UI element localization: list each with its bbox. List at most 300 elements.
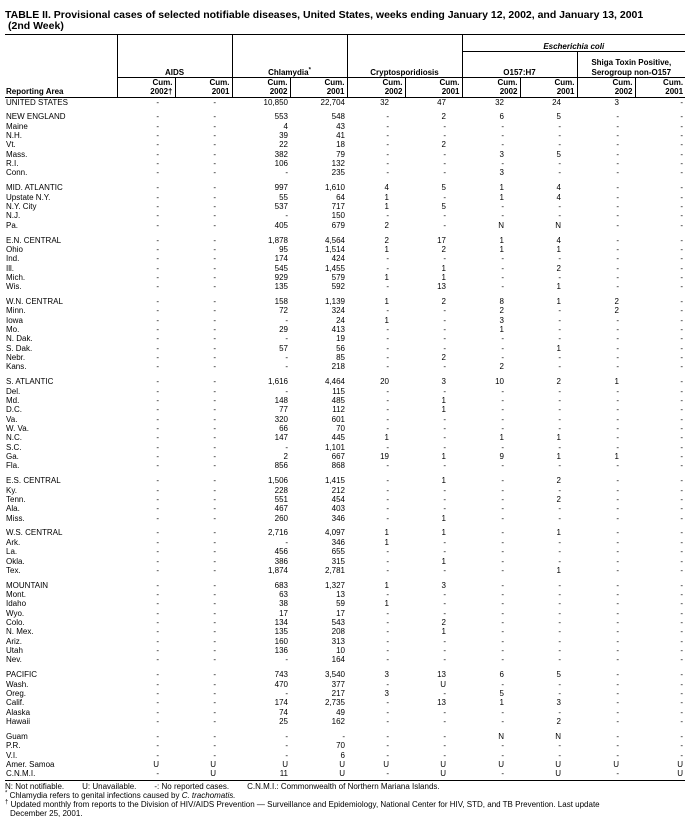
- area-cell: Kans.: [6, 362, 27, 372]
- value-cell: -: [501, 608, 504, 618]
- value-cell: 72: [279, 306, 288, 316]
- table-row: [5, 415, 685, 424]
- value-cell: -: [386, 168, 389, 178]
- value-cell: -: [680, 433, 684, 443]
- value-cell: 147: [274, 433, 288, 443]
- value-cell: -: [616, 513, 619, 523]
- value-cell: -: [501, 263, 504, 273]
- region-row: [5, 732, 685, 741]
- value-cell: -: [616, 670, 619, 680]
- value-cell: -: [342, 731, 345, 741]
- value-cell: -: [156, 590, 159, 600]
- value-cell: -: [285, 353, 288, 363]
- value-cell: 2: [614, 306, 619, 316]
- value-cell: -: [501, 769, 504, 779]
- value-cell: -: [680, 547, 684, 557]
- value-cell: -: [213, 306, 216, 316]
- value-cell: 13: [437, 698, 446, 708]
- value-cell: -: [616, 211, 619, 221]
- value-cell: -: [285, 211, 288, 221]
- value-cell: -: [680, 414, 684, 424]
- title-line-2: (2nd Week): [8, 20, 64, 32]
- table-row: [5, 264, 685, 273]
- value-cell: -: [386, 211, 389, 221]
- value-cell: -: [213, 97, 216, 107]
- value-cell: -: [156, 655, 159, 665]
- value-cell: -: [156, 485, 159, 495]
- value-cell: -: [680, 272, 684, 282]
- table-row: [5, 316, 685, 325]
- value-cell: -: [616, 750, 619, 760]
- value-cell: -: [213, 452, 216, 462]
- table-row: [5, 760, 685, 769]
- value-cell: -: [443, 485, 446, 495]
- area-cell: E.N. CENTRAL: [6, 235, 62, 245]
- value-cell: -: [616, 325, 619, 335]
- value-cell: -: [680, 670, 684, 680]
- value-cell: 79: [336, 149, 345, 159]
- value-cell: -: [213, 655, 216, 665]
- value-cell: 160: [274, 636, 288, 646]
- value-cell: 22: [279, 140, 288, 150]
- value-cell: -: [558, 315, 561, 325]
- value-cell: 2: [556, 377, 561, 387]
- value-cell: -: [213, 608, 216, 618]
- value-cell: -: [616, 353, 619, 363]
- value-cell: -: [616, 769, 619, 779]
- value-cell: -: [156, 424, 159, 434]
- value-cell: U: [210, 759, 216, 769]
- table-row: [5, 637, 685, 646]
- value-cell: -: [213, 627, 216, 637]
- value-cell: 1: [384, 192, 389, 202]
- value-cell: -: [680, 556, 684, 566]
- value-cell: -: [501, 679, 504, 689]
- value-cell: -: [156, 192, 159, 202]
- value-cell: -: [680, 220, 684, 230]
- area-cell: Tex.: [6, 565, 21, 575]
- value-cell: 1: [499, 433, 504, 443]
- value-cell: 315: [331, 556, 345, 566]
- value-cell: -: [558, 168, 561, 178]
- value-cell: U: [153, 759, 159, 769]
- table-row: [5, 514, 685, 523]
- value-cell: 1: [384, 315, 389, 325]
- value-cell: -: [156, 580, 159, 590]
- value-cell: 1,878: [267, 235, 288, 245]
- value-cell: -: [616, 362, 619, 372]
- value-cell: -: [386, 461, 389, 471]
- value-cell: -: [443, 334, 446, 344]
- area-cell: Mont.: [6, 590, 27, 600]
- area-cell: P.R.: [6, 741, 21, 751]
- value-cell: -: [680, 424, 684, 434]
- value-cell: 32: [495, 97, 504, 107]
- value-cell: -: [558, 599, 561, 609]
- value-cell: -: [156, 220, 159, 230]
- value-cell: 66: [279, 424, 288, 434]
- value-cell: -: [680, 405, 684, 415]
- value-cell: 717: [331, 201, 345, 211]
- table-row: [5, 689, 685, 698]
- value-cell: 868: [331, 461, 345, 471]
- value-cell: -: [443, 131, 446, 141]
- value-cell: 2: [441, 140, 446, 150]
- value-cell: -: [156, 282, 159, 292]
- value-cell: 1: [441, 272, 446, 282]
- table-row: [5, 599, 685, 608]
- table-row: [5, 405, 685, 414]
- table-row: [5, 221, 685, 230]
- value-cell: -: [285, 168, 288, 178]
- value-cell: -: [386, 112, 389, 122]
- value-cell: 1: [441, 405, 446, 415]
- value-cell: -: [213, 580, 216, 590]
- value-cell: -: [386, 485, 389, 495]
- value-cell: 3: [384, 670, 389, 680]
- value-cell: -: [616, 590, 619, 600]
- area-cell: NEW ENGLAND: [6, 112, 66, 122]
- value-cell: -: [558, 386, 561, 396]
- value-cell: -: [285, 688, 288, 698]
- value-cell: -: [616, 731, 619, 741]
- value-cell: 70: [336, 741, 345, 751]
- value-cell: 1: [441, 528, 446, 538]
- ecoli-header: Escherichia coli: [462, 35, 685, 52]
- value-cell: -: [156, 140, 159, 150]
- value-cell: 2: [556, 476, 561, 486]
- title-line-1: TABLE II. Provisional cases of selected notifiable diseases, United States, weeks ending January 12, 2002, and January 13, 2001: [5, 9, 644, 21]
- value-cell: -: [616, 433, 619, 443]
- value-cell: -: [501, 717, 504, 726]
- table-row: [5, 566, 685, 575]
- value-cell: 2: [384, 235, 389, 245]
- value-cell: -: [616, 405, 619, 415]
- table-row: [5, 547, 685, 556]
- aids-footnote: † Updated monthly from reports to the Division of HIV/AIDS Prevention — Surveillance and Epidemiology, National Center for HIV, STD, and TB Prevention. Last update December 25, 2001.: [5, 798, 600, 818]
- o157-header: O157:H7: [462, 52, 577, 78]
- table-row: [5, 193, 685, 202]
- value-cell: -: [156, 769, 159, 779]
- table-row: [5, 741, 685, 750]
- value-cell: -: [680, 159, 684, 169]
- value-cell: -: [680, 679, 684, 689]
- value-cell: -: [213, 636, 216, 646]
- value-cell: 17: [279, 608, 288, 618]
- value-cell: 1,327: [324, 580, 345, 590]
- value-cell: -: [680, 461, 684, 471]
- value-cell: 2: [441, 244, 446, 254]
- region-row: [5, 97, 685, 107]
- value-cell: U: [282, 759, 288, 769]
- table-row: [5, 461, 685, 470]
- value-cell: -: [558, 547, 561, 557]
- value-cell: -: [213, 272, 216, 282]
- value-cell: -: [156, 159, 159, 169]
- value-cell: -: [213, 494, 216, 504]
- table-row: [5, 159, 685, 168]
- value-cell: -: [213, 244, 216, 254]
- table-row: [5, 396, 685, 405]
- value-cell: 9: [499, 452, 504, 462]
- value-cell: -: [213, 343, 216, 353]
- value-cell: 1: [556, 528, 561, 538]
- value-cell: 2: [556, 494, 561, 504]
- value-cell: 543: [331, 618, 345, 628]
- value-cell: -: [680, 112, 684, 122]
- value-cell: -: [156, 717, 159, 726]
- value-cell: -: [616, 386, 619, 396]
- value-cell: -: [213, 140, 216, 150]
- value-cell: -: [443, 707, 446, 717]
- value-cell: 2: [556, 263, 561, 273]
- value-cell: -: [213, 528, 216, 538]
- value-cell: -: [386, 442, 389, 452]
- value-cell: -: [558, 580, 561, 590]
- value-cell: 1: [556, 433, 561, 443]
- value-cell: 405: [274, 220, 288, 230]
- area-cell: Calif.: [6, 698, 25, 708]
- area-cell: Tenn.: [6, 494, 26, 504]
- value-cell: -: [616, 504, 619, 514]
- value-cell: -: [616, 636, 619, 646]
- value-cell: -: [558, 362, 561, 372]
- value-cell: -: [156, 442, 159, 452]
- value-cell: 683: [274, 580, 288, 590]
- value-cell: -: [680, 334, 684, 344]
- value-cell: 24: [336, 315, 345, 325]
- value-cell: -: [386, 636, 389, 646]
- value-cell: -: [443, 590, 446, 600]
- area-cell: Ohio: [6, 244, 23, 254]
- chlamydia-footnote: * Chlamydia refers to genital infections caused by C. trachomatis.: [5, 789, 236, 800]
- value-cell: -: [501, 353, 504, 363]
- value-cell: -: [156, 537, 159, 547]
- value-cell: -: [616, 599, 619, 609]
- value-cell: -: [558, 159, 561, 169]
- value-cell: 63: [279, 590, 288, 600]
- value-cell: 41: [336, 131, 345, 141]
- table-row: [5, 627, 685, 636]
- value-cell: -: [285, 442, 288, 452]
- value-cell: -: [386, 494, 389, 504]
- value-cell: -: [386, 254, 389, 264]
- value-cell: -: [616, 494, 619, 504]
- area-cell: Utah: [6, 646, 23, 656]
- table-row: [5, 202, 685, 211]
- o157-cum2002-header: Cum. 2002: [462, 77, 520, 97]
- region-row: [5, 528, 685, 537]
- value-cell: 454: [331, 494, 345, 504]
- area-cell: N. Dak.: [6, 334, 33, 344]
- value-cell: U: [677, 759, 684, 769]
- value-cell: 43: [336, 121, 345, 131]
- area-cell: Miss.: [6, 513, 25, 523]
- value-cell: 136: [274, 646, 288, 656]
- value-cell: U: [677, 769, 684, 779]
- value-cell: -: [156, 211, 159, 221]
- value-cell: -: [680, 282, 684, 292]
- value-cell: 743: [274, 670, 288, 680]
- value-cell: 2: [441, 297, 446, 307]
- value-cell: 1,610: [324, 183, 345, 193]
- value-cell: -: [680, 452, 684, 462]
- value-cell: 1: [614, 377, 619, 387]
- value-cell: -: [501, 282, 504, 292]
- table-row: [5, 538, 685, 547]
- value-cell: -: [156, 504, 159, 514]
- value-cell: 235: [331, 168, 345, 178]
- value-cell: 2: [614, 297, 619, 307]
- value-cell: 135: [274, 282, 288, 292]
- value-cell: -: [213, 414, 216, 424]
- value-cell: 445: [331, 433, 345, 443]
- value-cell: 24: [552, 97, 561, 107]
- value-cell: 148: [274, 396, 288, 405]
- value-cell: -: [213, 504, 216, 514]
- value-cell: -: [156, 599, 159, 609]
- value-cell: -: [443, 750, 446, 760]
- value-cell: 377: [331, 679, 345, 689]
- value-cell: 1: [499, 244, 504, 254]
- value-cell: -: [156, 343, 159, 353]
- value-cell: U: [498, 759, 504, 769]
- value-cell: -: [443, 159, 446, 169]
- value-cell: 424: [331, 254, 345, 264]
- area-cell: Ariz.: [6, 636, 22, 646]
- value-cell: 3: [384, 688, 389, 698]
- value-cell: -: [616, 414, 619, 424]
- value-cell: 2,781: [324, 565, 345, 575]
- value-cell: -: [443, 315, 446, 325]
- value-cell: 545: [274, 263, 288, 273]
- value-cell: -: [501, 159, 504, 169]
- value-cell: -: [213, 362, 216, 372]
- value-cell: N: [498, 220, 504, 230]
- area-cell: Pa.: [6, 220, 19, 230]
- value-cell: 5: [499, 688, 504, 698]
- value-cell: -: [443, 494, 446, 504]
- value-cell: -: [386, 343, 389, 353]
- value-cell: 2: [441, 112, 446, 122]
- value-cell: -: [501, 618, 504, 628]
- value-cell: -: [386, 618, 389, 628]
- value-cell: 1: [384, 599, 389, 609]
- value-cell: 929: [274, 272, 288, 282]
- value-cell: 3: [441, 580, 446, 590]
- value-cell: -: [501, 485, 504, 495]
- value-cell: -: [285, 741, 288, 751]
- value-cell: -: [213, 565, 216, 575]
- area-cell: Okla.: [6, 556, 25, 566]
- value-cell: 655: [331, 547, 345, 557]
- value-cell: -: [616, 608, 619, 618]
- value-cell: 17: [437, 235, 446, 245]
- value-cell: 106: [274, 159, 288, 169]
- value-cell: -: [443, 325, 446, 335]
- value-cell: -: [213, 235, 216, 245]
- value-cell: -: [386, 731, 389, 741]
- value-cell: -: [156, 97, 159, 107]
- value-cell: -: [680, 750, 684, 760]
- value-cell: 2: [441, 353, 446, 363]
- value-cell: -: [156, 731, 159, 741]
- value-cell: 25: [279, 717, 288, 726]
- value-cell: -: [156, 254, 159, 264]
- value-cell: 10: [495, 377, 504, 387]
- table-row: [5, 680, 685, 689]
- area-cell: N.C.: [6, 433, 22, 443]
- value-cell: 20: [380, 377, 389, 387]
- area-cell: W.N. CENTRAL: [6, 297, 63, 307]
- value-cell: -: [501, 741, 504, 751]
- value-cell: -: [213, 750, 216, 760]
- value-cell: -: [501, 547, 504, 557]
- value-cell: -: [616, 254, 619, 264]
- value-cell: -: [213, 599, 216, 609]
- value-cell: -: [558, 485, 561, 495]
- value-cell: -: [213, 254, 216, 264]
- chlamydia-cum2001-header: Cum. 2001: [290, 77, 347, 97]
- value-cell: -: [443, 599, 446, 609]
- value-cell: -: [501, 254, 504, 264]
- value-cell: 1: [556, 343, 561, 353]
- value-cell: -: [558, 353, 561, 363]
- aids-header: AIDS: [117, 52, 232, 78]
- value-cell: 217: [331, 688, 345, 698]
- shiga-header: Shiga Toxin Positive, Serogroup non-O157: [577, 52, 685, 78]
- value-cell: -: [558, 442, 561, 452]
- value-cell: -: [213, 590, 216, 600]
- table-row: [5, 452, 685, 461]
- value-cell: 485: [331, 396, 345, 405]
- reporting-area-header: Reporting Area: [5, 77, 117, 97]
- value-cell: -: [443, 433, 446, 443]
- value-cell: 1: [499, 698, 504, 708]
- value-cell: 5: [556, 670, 561, 680]
- value-cell: 1,874: [267, 565, 288, 575]
- value-cell: 679: [331, 220, 345, 230]
- value-cell: -: [680, 140, 684, 150]
- value-cell: 260: [274, 513, 288, 523]
- value-cell: -: [443, 149, 446, 159]
- value-cell: -: [386, 741, 389, 751]
- value-cell: 1: [441, 476, 446, 486]
- value-cell: -: [558, 513, 561, 523]
- area-cell: Iowa: [6, 315, 23, 325]
- value-cell: -: [680, 353, 684, 363]
- value-cell: U: [440, 769, 446, 779]
- value-cell: -: [156, 636, 159, 646]
- value-cell: 135: [274, 627, 288, 637]
- value-cell: -: [156, 547, 159, 557]
- table-row: [5, 646, 685, 655]
- value-cell: -: [501, 707, 504, 717]
- value-cell: -: [501, 580, 504, 590]
- value-cell: -: [386, 159, 389, 169]
- value-cell: -: [616, 192, 619, 202]
- value-cell: -: [213, 556, 216, 566]
- value-cell: -: [443, 386, 446, 396]
- value-cell: 174: [274, 254, 288, 264]
- table-row: [5, 708, 685, 717]
- value-cell: -: [501, 272, 504, 282]
- value-cell: -: [680, 168, 684, 178]
- area-cell: Vt.: [6, 140, 16, 150]
- value-cell: -: [156, 131, 159, 141]
- value-cell: -: [680, 235, 684, 245]
- value-cell: -: [213, 731, 216, 741]
